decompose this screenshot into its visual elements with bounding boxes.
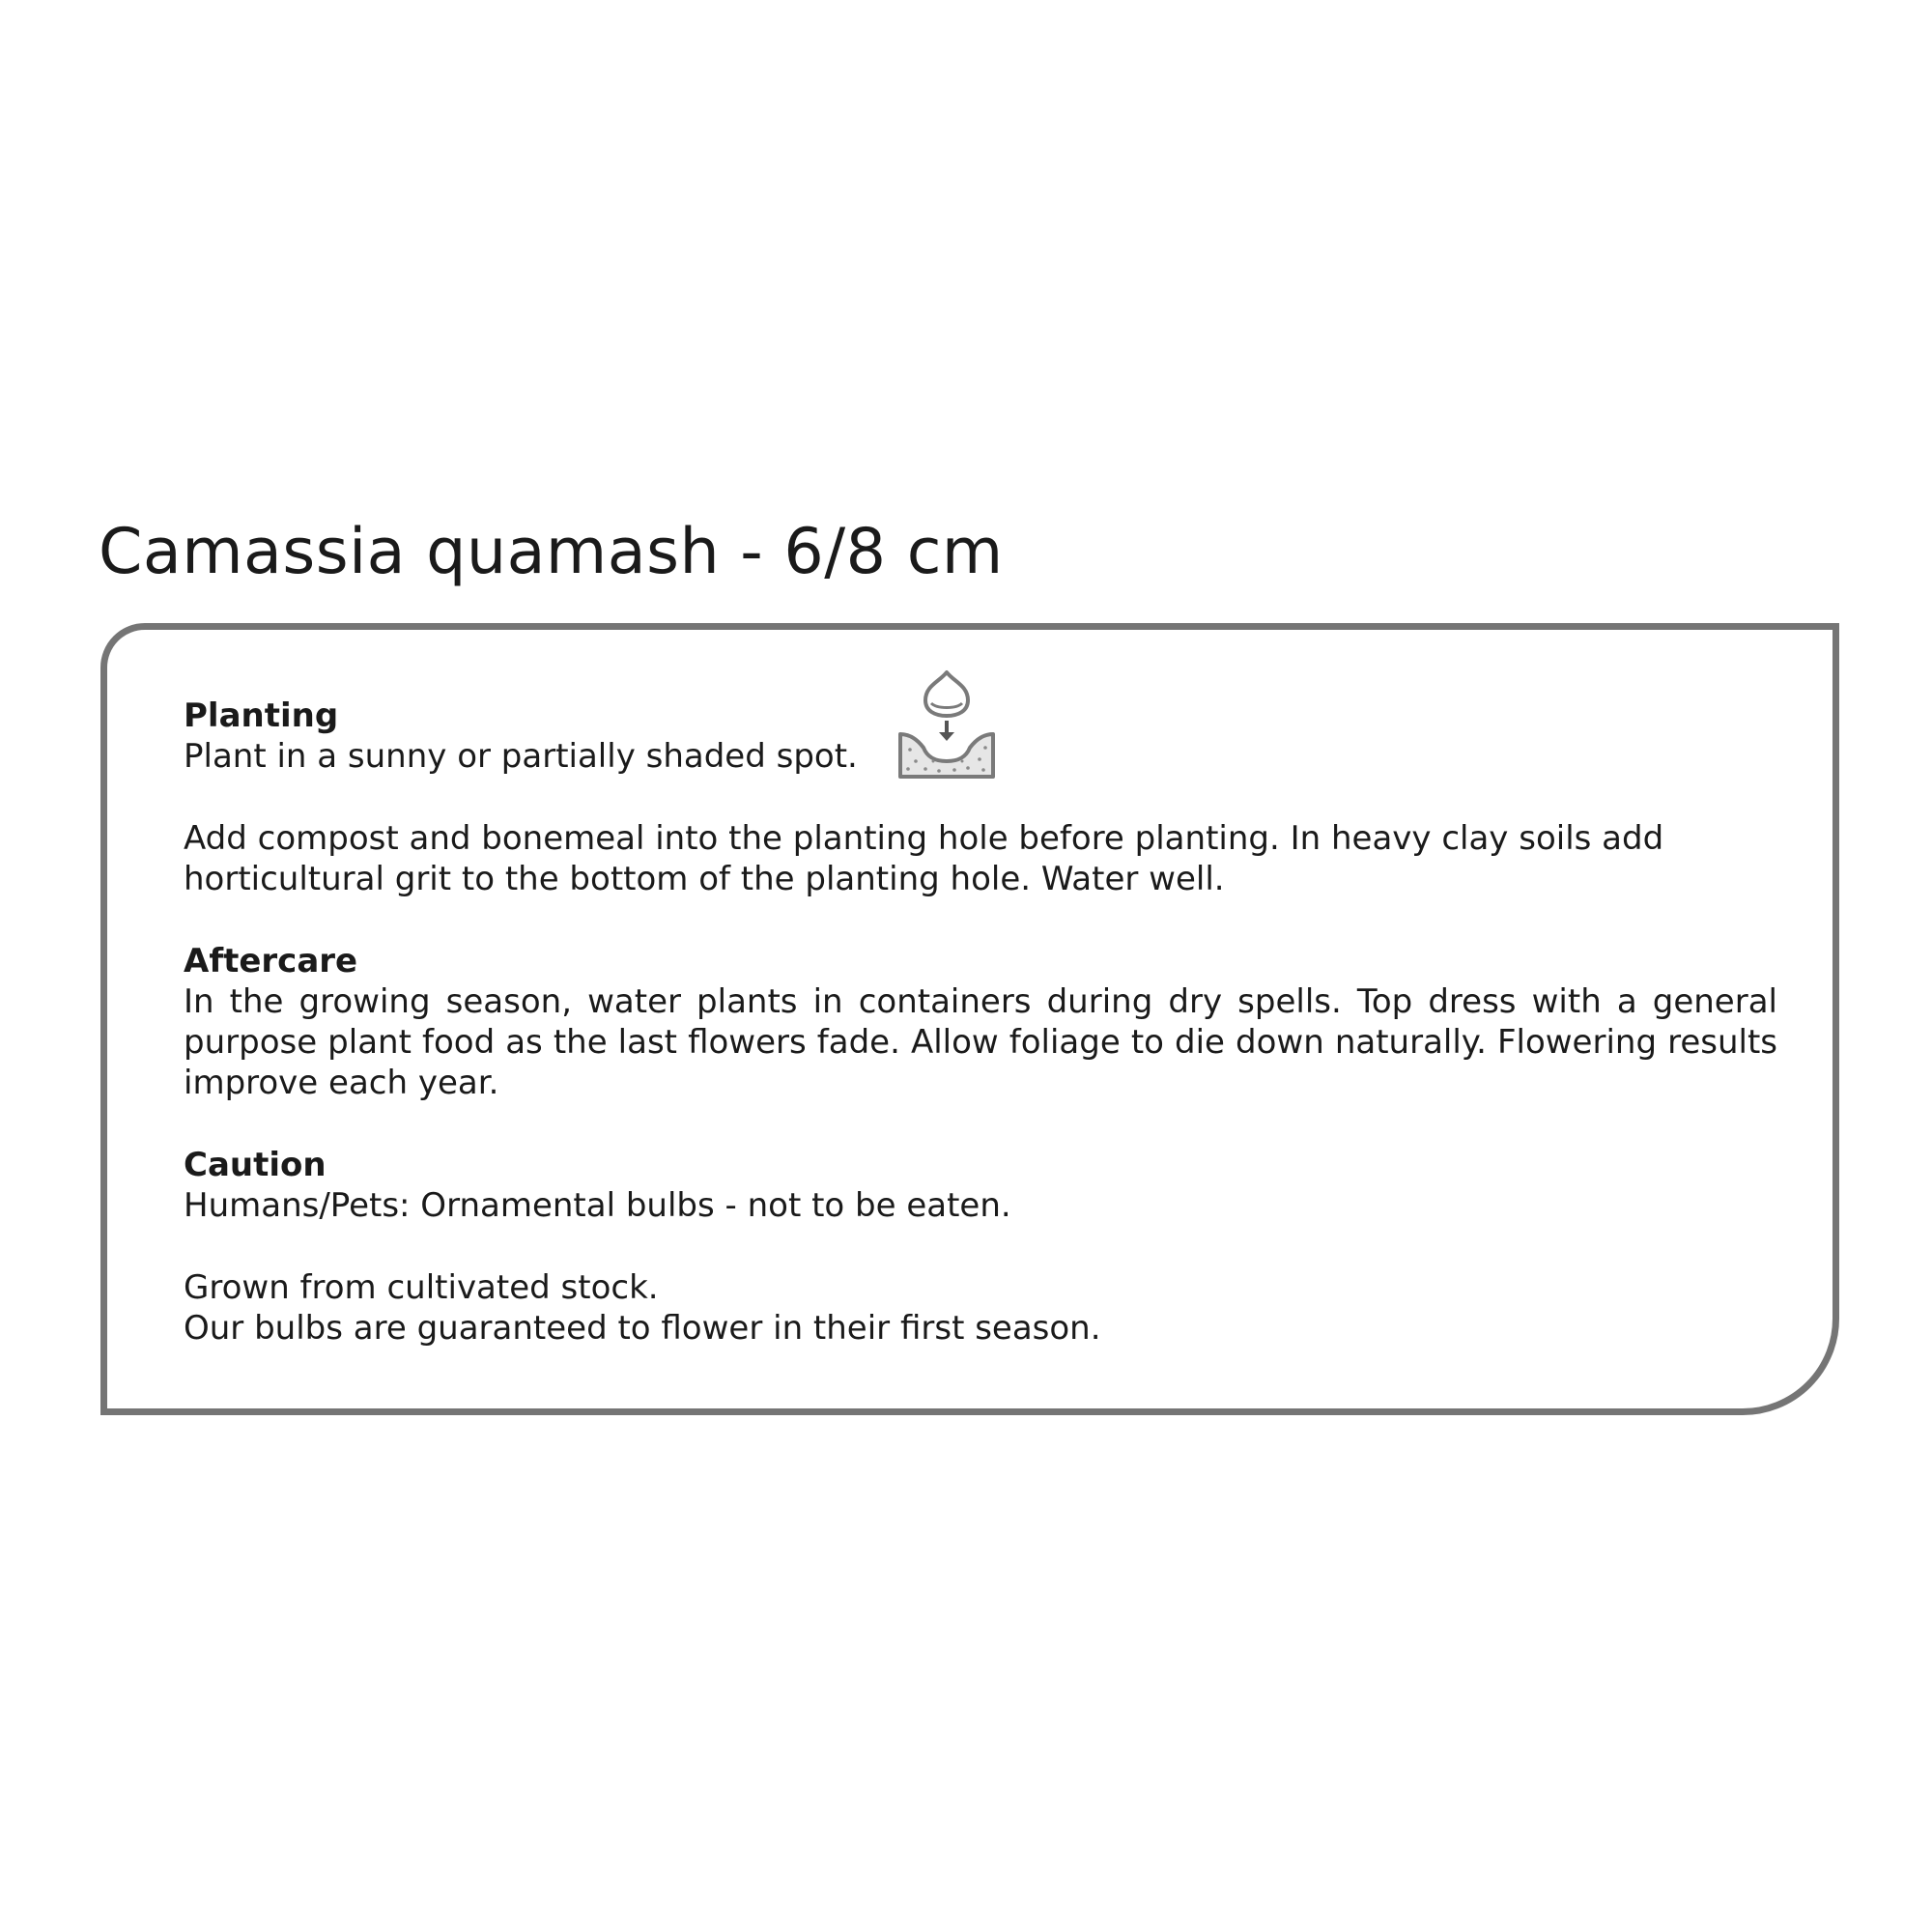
- caution-heading: Caution: [184, 1146, 327, 1184]
- card-content: [184, 696, 1777, 1349]
- footer-guarantee-text: Our bulbs are guaranteed to flower in their first season.: [184, 1309, 1101, 1348]
- planting-location-text: Plant in a sunny or partially shaded spot.: [184, 737, 858, 776]
- aftercare-text: In the growing season, water plants in containers during dry spells. Top dress with a general purpose plant food as the last flowers fade. Allow foliage to die down naturally. Flowering results improve each year.: [184, 982, 1777, 1102]
- planting-heading: Planting: [184, 696, 339, 735]
- planting-instructions-text: Add compost and bonemeal into the planting hole before planting. In heavy clay soils add horticultural grit to the bottom of the planting hole. Water well.: [184, 819, 1664, 898]
- aftercare-heading: Aftercare: [184, 942, 358, 980]
- bulb-planting-icon: [896, 668, 997, 779]
- caution-text: Humans/Pets: Ornamental bulbs - not to be eaten.: [184, 1186, 1011, 1225]
- footer-stock-text: Grown from cultivated stock.: [184, 1268, 659, 1307]
- product-title: Camassia quamash - 6/8 cm: [99, 516, 1004, 588]
